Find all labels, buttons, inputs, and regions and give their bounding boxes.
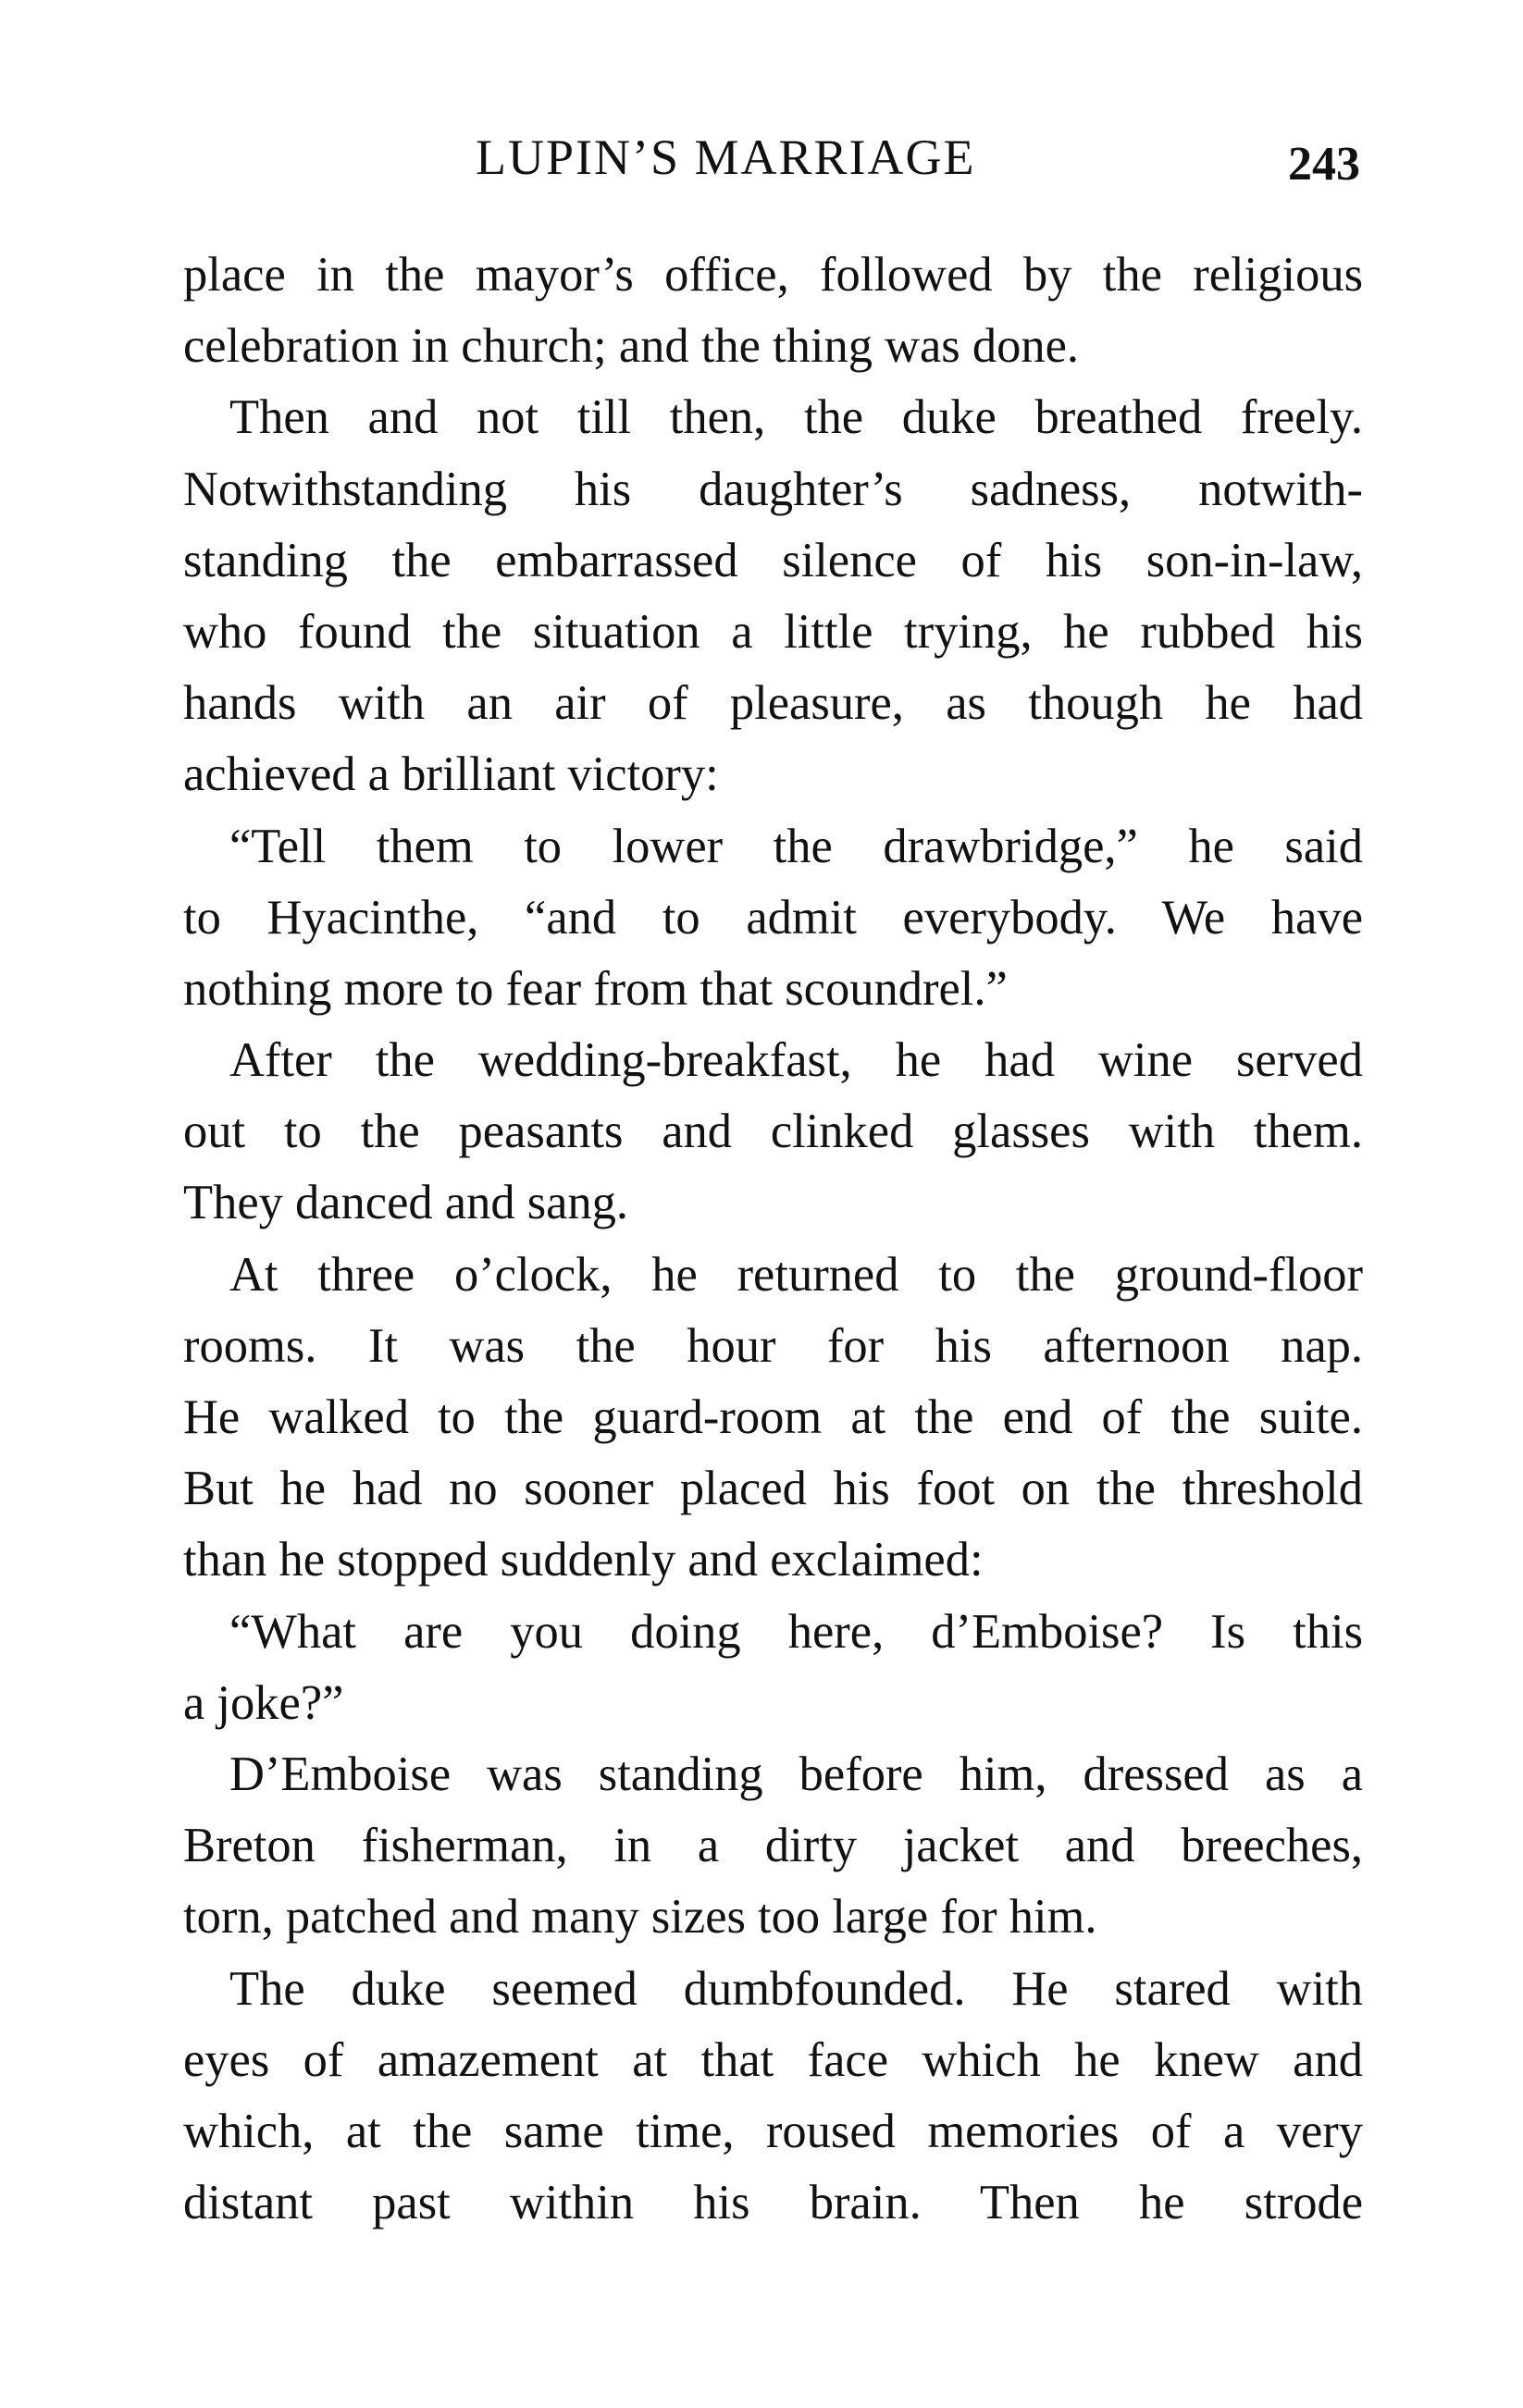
text-line: Then and not till then, the duke breathed freely. <box>229 390 1363 445</box>
text-line: After the wedding-breakfast, he had wine served <box>229 1033 1363 1088</box>
text-line: to Hyacinthe, “and to admit everybody. We have <box>183 890 1363 945</box>
paragraph <box>137 240 1363 382</box>
text-line: Notwithstanding his daughter’s sadness, notwith- <box>183 462 1363 516</box>
paragraph <box>137 1954 1363 2240</box>
running-head <box>0 130 1523 191</box>
text-line: than he stopped suddenly and exclaimed: <box>183 1533 984 1587</box>
body-text <box>137 240 1363 2239</box>
text-line: The duke seemed dumbfounded. He stared with <box>229 1961 1363 2016</box>
text-line: place in the mayor’s office, followed by the religious <box>183 248 1363 302</box>
paragraph <box>137 1240 1363 1597</box>
text-line: standing the embarrassed silence of his son-in-law, <box>183 533 1363 587</box>
text-line: hands with an air of pleasure, as though he had <box>183 676 1363 731</box>
text-line: who found the situation a little trying, he rubbed his <box>183 604 1363 659</box>
paragraph <box>137 1739 1363 1954</box>
text-line: rooms. It was the hour for his afternoon nap. <box>183 1318 1363 1373</box>
text-line: eyes of amazement at that face which he knew and <box>183 2032 1363 2087</box>
text-line: out to the peasants and clinked glasses with them. <box>183 1105 1363 1159</box>
text-line: But he had no sooner placed his foot on the threshold <box>183 1462 1363 1516</box>
text-line: torn, patched and many sizes too large for him. <box>183 1890 1097 1945</box>
text-line: a joke?” <box>183 1675 344 1730</box>
paragraph <box>137 1025 1363 1240</box>
text-line: which, at the same time, roused memories of a very <box>183 2104 1363 2158</box>
paragraph <box>137 1597 1363 1739</box>
text-line: At three o’clock, he returned to the ground-floor <box>229 1247 1363 1302</box>
text-line: nothing more to fear from that scoundrel.” <box>183 961 1008 1016</box>
text-line: achieved a brilliant victory: <box>183 747 719 802</box>
paragraph <box>137 811 1363 1026</box>
text-line: “Tell them to lower the drawbridge,” he said <box>229 819 1363 873</box>
text-line: “What are you doing here, d’Emboise? Is this <box>229 1604 1363 1659</box>
chapter-title: LUPIN’S MARRIAGE <box>476 130 976 185</box>
text-line: distant past within his brain. Then he strode <box>183 2176 1363 2230</box>
paragraph <box>137 382 1363 810</box>
text-line: celebration in church; and the thing was done. <box>183 319 1080 374</box>
text-line: He walked to the guard-room at the end of the suite. <box>183 1390 1363 1444</box>
text-line: They danced and sang. <box>183 1176 629 1230</box>
text-line: D’Emboise was standing before him, dressed as a <box>229 1747 1363 1801</box>
text-line: Breton fisherman, in a dirty jacket and breeches, <box>183 1819 1363 1873</box>
page-number: 243 <box>1288 138 1360 191</box>
